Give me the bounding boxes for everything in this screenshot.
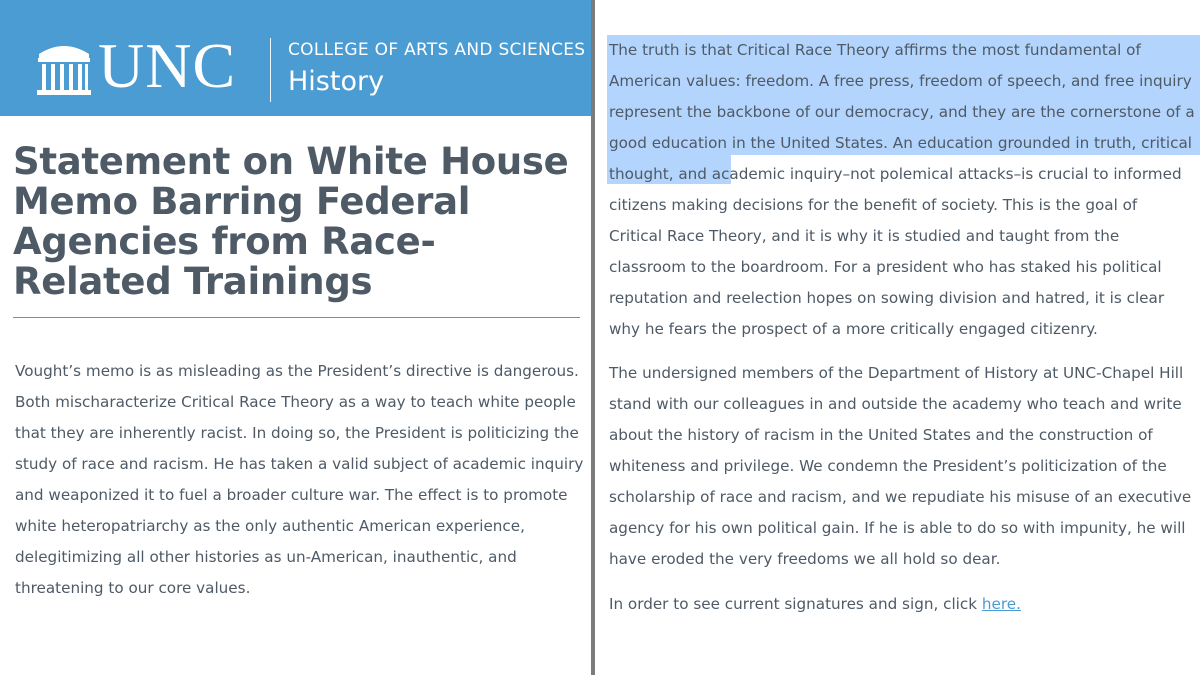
body-paragraph: Vought’s memo is as misleading as the President’s directive is dangerous. Both mischaracterize Critical Race Theory as a way to teach white people that they are inherently racist. In doing so, the President is politicizing the study of race and racism. He has taken a valid subject of academic inquiry and weaponized it to fuel a broader culture war. The effect is to promote white heteropatriarchy as the only authentic American experience, delegitimizing all other histories as un-American, inauthentic, and threatening to our core values.	[15, 362, 584, 597]
old-well-icon	[36, 38, 92, 96]
right-panel	[595, 0, 1200, 675]
body-paragraph: The undersigned members of the Department of History at UNC-Chapel Hill stand with our colleagues in and outside the academy who teach and write about the history of racism in the United States and the construction of whiteness and privilege. We condemn the President’s politicization of the scholarship of race and racism, and we repudiate his misuse of an executive agency for his own political gain. If he is able to do so with impunity, he will have eroded the very freedoms we all hold so dear.	[609, 364, 1192, 568]
sign-text: In order to see current signatures and sign, click	[609, 595, 982, 613]
body-paragraph: The truth is that Critical Race Theory affirms the most fundamental of American values: freedom. A free press, freedom of speech, and free inquiry represent the backbone of our democracy, and they are the cornerstone of a good education in the United States. An education grounded in truth, critical thought, and academic inquiry–not polemical attacks–is crucial to informed citizens making decisions for the benefit of society. This is the goal of Critical Race Theory, and it is why it is studied and taught from the classroom to the boardroom. For a president who has staked his political reputation and reelection hopes on sowing division and hatred, it is clear why he fears the prospect of a more critically engaged citizenry.	[609, 41, 1195, 338]
header-banner	[0, 0, 591, 116]
unc-logo-text: UNC	[98, 30, 237, 101]
title-rule	[13, 317, 580, 318]
sign-here-link[interactable]: here.	[981, 595, 1021, 613]
department-name: History	[288, 66, 385, 97]
sign-paragraph	[609, 589, 1195, 620]
left-panel	[0, 0, 591, 675]
college-name: COLLEGE OF ARTS AND SCIENCES	[288, 40, 586, 60]
banner-divider	[270, 38, 271, 102]
page-title: Statement on White House Memo Barring Federal Agencies from Race-Related Trainings	[13, 140, 569, 303]
